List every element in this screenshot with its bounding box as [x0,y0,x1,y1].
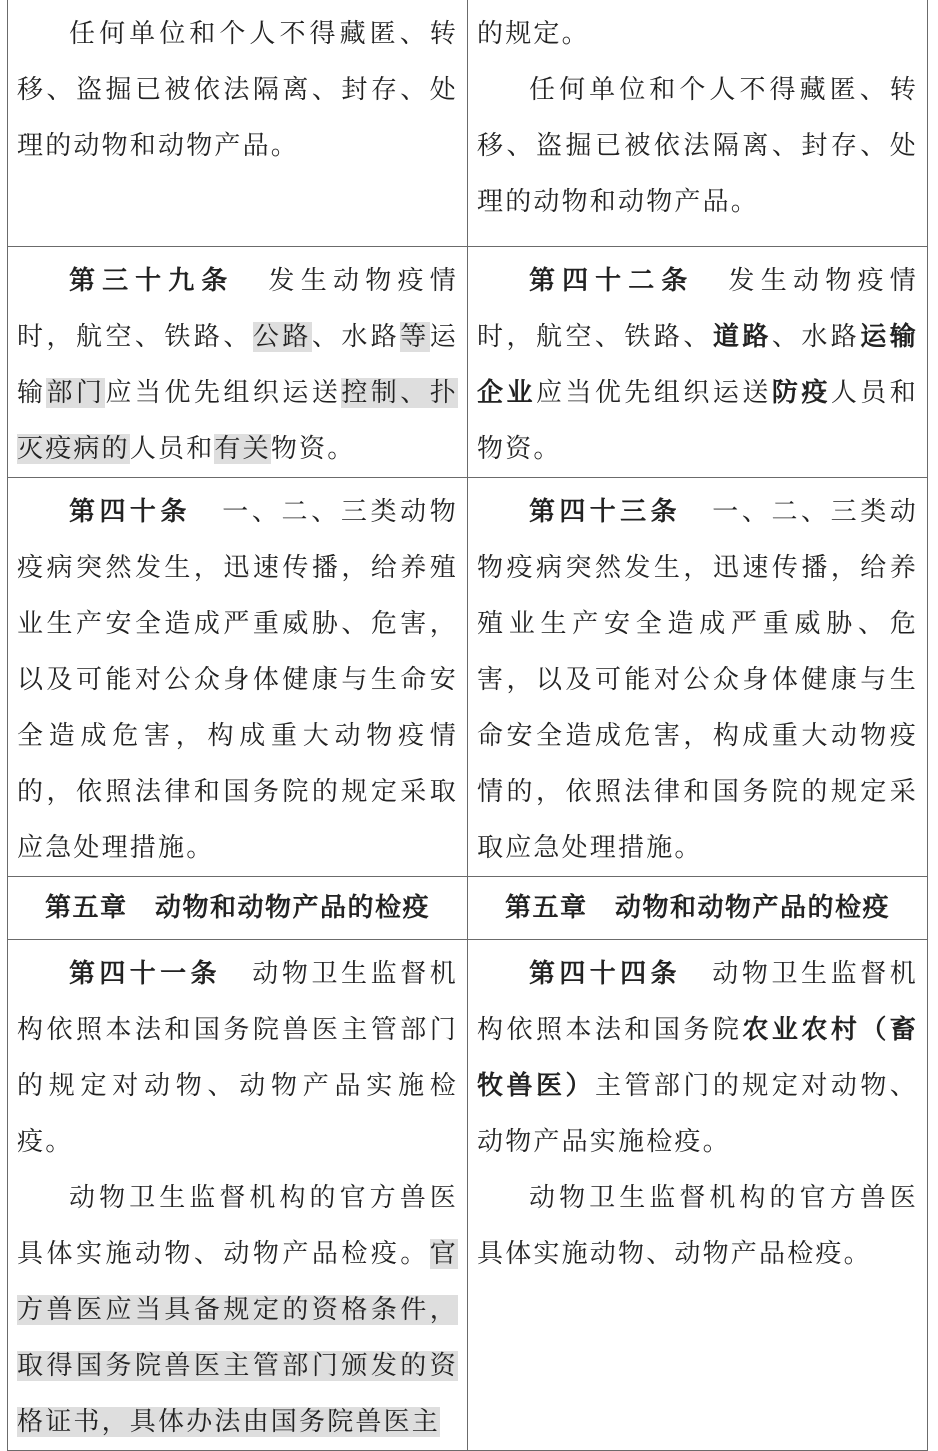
article-paragraph [477,946,918,1170]
text: 一、二、三类动物疫病突然发生，迅速传播，给养殖业生产安全造成严重威胁、危害，以及可能对公众身体健康与生命安全造成危害，构成重大动物疫情的，依照法律和国务院的规定采取应急处理措施。 [477,497,918,863]
table-row [8,478,928,877]
article-paragraph [477,253,918,477]
text: 人员和物资。 [477,378,918,464]
text: 、水路 [311,322,401,352]
paragraph [17,1170,458,1450]
highlighted-text: 官方兽医应当具备规定的资格条件，取得国务院兽医主管部门颁发的资格证书，具体办法由国务院兽医主 [17,1239,458,1437]
text: 动物卫生监督机构依照本法和国务院 [477,959,918,1045]
article-number: 第四十条 [69,497,191,527]
old-law-cell [8,247,468,478]
text: 、水路 [771,322,861,352]
comparison-table [7,0,928,1451]
article-number: 第四十三条 [529,497,681,527]
bold-text: 道路 [712,322,772,352]
new-law-cell [468,478,928,877]
article-number: 第四十二条 [529,266,695,296]
article-paragraph [17,946,458,1170]
text: 动物卫生监督机构的官方兽医具体实施动物、动物产品检疫。 [17,1183,458,1269]
paragraph: 任何单位和个人不得藏匿、转移、盗掘已被依法隔离、封存、处理的动物和动物产品。 [477,75,918,217]
highlighted-text: 部门 [46,378,106,408]
text: 应当优先组织运送 [105,378,342,408]
article-paragraph [17,484,458,876]
paragraph: 任何单位和个人不得藏匿、转移、盗掘已被依法隔离、封存、处理的动物和动物产品。 [17,19,458,161]
bold-text: 防疫 [771,378,831,408]
bold-text: 运输企业 [477,322,918,408]
text: 运输 [17,322,458,408]
article-number: 第四十一条 [69,959,221,989]
old-law-cell [8,0,468,247]
article-paragraph [17,253,458,477]
new-law-cell [468,0,928,247]
chapter-heading-old: 第五章 动物和动物产品的检疫 [8,877,468,940]
text: 主管部门的规定对动物、动物产品实施检疫。 [477,1071,918,1157]
table-row [8,247,928,478]
text: 物资。 [270,434,356,464]
article-number: 第三十九条 [69,266,235,296]
chapter-heading-new: 第五章 动物和动物产品的检疫 [468,877,928,940]
new-law-cell [468,940,928,1451]
paragraph: 的规定。 [477,19,590,49]
bold-text: 农业农村（畜牧兽医） [477,1015,918,1101]
text: 应当优先组织运送 [535,378,772,408]
text: 发生动物疫情时，航空、铁路、 [17,266,458,352]
old-law-cell [8,478,468,877]
text: 发生动物疫情时，航空、铁路、 [477,266,918,352]
highlighted-text: 等 [400,322,430,352]
chapter-row [8,877,928,940]
text: 动物卫生监督机构依照本法和国务院兽医主管部门的规定对动物、动物产品实施检疫。 [17,959,458,1157]
paragraph: 动物卫生监督机构的官方兽医具体实施动物、动物产品检疫。 [477,1183,918,1269]
highlighted-text: 公路 [252,322,312,352]
article-paragraph [477,484,918,876]
highlighted-text: 有关 [214,434,271,464]
highlighted-text: 控制、扑灭疫病的 [17,378,458,464]
old-law-cell [8,940,468,1451]
table-row [8,940,928,1451]
new-law-cell [468,247,928,478]
table-row [8,0,928,247]
text: 一、二、三类动物疫病突然发生，迅速传播，给养殖业生产安全造成严重威胁、危害，以及可能对公众身体健康与生命安全造成危害，构成重大动物疫情的，依照法律和国务院的规定采取应急处理措施。 [17,497,458,863]
article-number: 第四十四条 [529,959,681,989]
text: 人员和 [129,434,215,464]
